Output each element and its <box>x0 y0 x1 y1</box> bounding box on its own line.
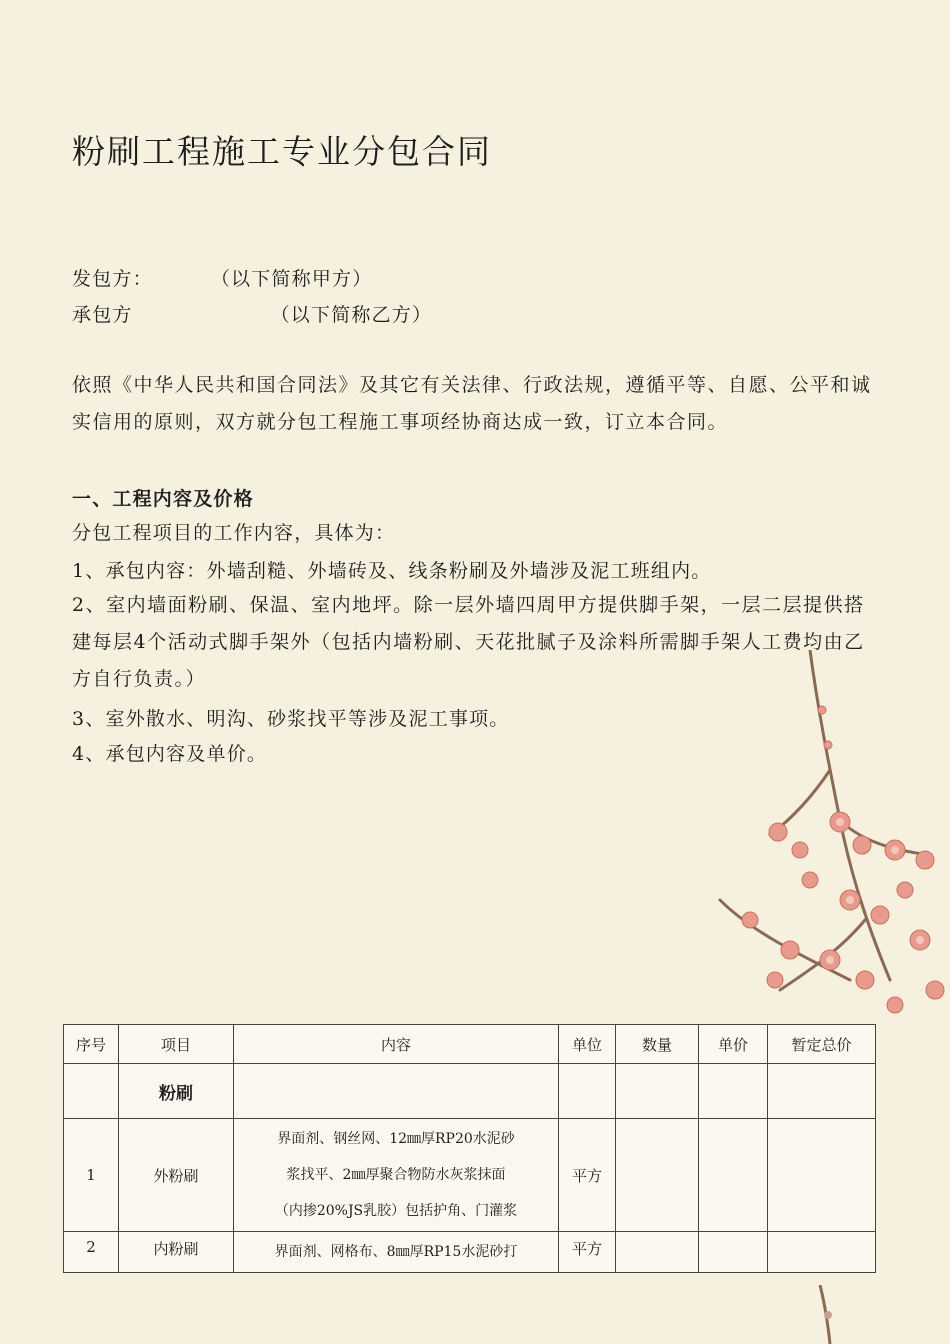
header-cell: 序号 <box>64 1025 119 1064</box>
table-group-row <box>64 1064 876 1119</box>
price-table <box>63 1024 876 1273</box>
clause-3: 3、室外散水、明沟、砂浆找平等涉及泥工事项。 <box>72 708 510 730</box>
clause-2: 2、室内墙面粉刷、保温、室内地坪。除一层外墙四周甲方提供脚手架，一层二层提供搭建每层4个活动式脚手架外（包括内墙粉刷、天花批腻子及涂料所需脚手架人工费均由乙方自行负责。） <box>72 594 865 690</box>
row-number: 2 <box>64 1232 119 1273</box>
header-cell: 数量 <box>616 1025 699 1064</box>
row-total <box>768 1232 876 1273</box>
row-content <box>234 1232 559 1273</box>
content-line: 界面剂、钢丝网、12㎜厚RP20水泥砂 <box>277 1131 515 1147</box>
branch-sprig-illustration <box>800 1285 860 1344</box>
preamble-paragraph: 依照《中华人民共和国合同法》及其它有关法律、行政法规，遵循平等、自愿、公平和诚实信用的原则，双方就分包工程施工事项经协商达成一致，订立本合同。 <box>72 374 872 433</box>
header-cell: 单位 <box>559 1025 616 1064</box>
party-a-line <box>72 264 372 291</box>
party-a-label: 发包方： <box>72 268 153 290</box>
table-row <box>64 1232 876 1273</box>
content-line: 界面剂、网格布、8㎜厚RP15水泥砂打 <box>274 1244 518 1260</box>
clause-4: 4、承包内容及单价。 <box>72 743 268 765</box>
row-unit: 平方 <box>559 1119 616 1232</box>
row-unit: 平方 <box>559 1232 616 1273</box>
row-qty <box>616 1232 699 1273</box>
content-line: （内掺20%JS乳胶）包括护角、门灌浆 <box>274 1203 518 1219</box>
row-content <box>234 1119 559 1232</box>
content-line: 浆找平、2㎜厚聚合物防水灰浆抹面 <box>286 1167 506 1183</box>
row-price <box>699 1119 768 1232</box>
row-price <box>699 1232 768 1273</box>
group-label: 粉刷 <box>119 1064 234 1119</box>
header-cell: 项目 <box>119 1025 234 1064</box>
section-heading: 一、工程内容及价格 <box>72 488 254 510</box>
table-header-row <box>64 1025 876 1064</box>
header-cell: 暂定总价 <box>768 1025 876 1064</box>
row-qty <box>616 1119 699 1232</box>
row-total <box>768 1119 876 1232</box>
party-b-line <box>72 300 432 327</box>
header-cell: 内容 <box>234 1025 559 1064</box>
section-intro: 分包工程项目的工作内容，具体为： <box>72 522 396 544</box>
table-row <box>64 1119 876 1232</box>
party-a-note: （以下简称甲方） <box>210 268 373 290</box>
plum-blossom-illustration <box>690 650 950 1030</box>
header-cell: 单价 <box>699 1025 768 1064</box>
row-item: 内粉刷 <box>119 1232 234 1273</box>
row-item: 外粉刷 <box>119 1119 234 1232</box>
row-number: 1 <box>64 1119 119 1232</box>
party-b-label: 承包方 <box>72 304 133 326</box>
party-b-note: （以下简称乙方） <box>270 304 433 326</box>
document-title: 粉刷工程施工专业分包合同 <box>72 132 492 171</box>
clause-1: 1、承包内容：外墙刮糙、外墙砖及、线条粉刷及外墙涉及泥工班组内。 <box>72 560 712 582</box>
